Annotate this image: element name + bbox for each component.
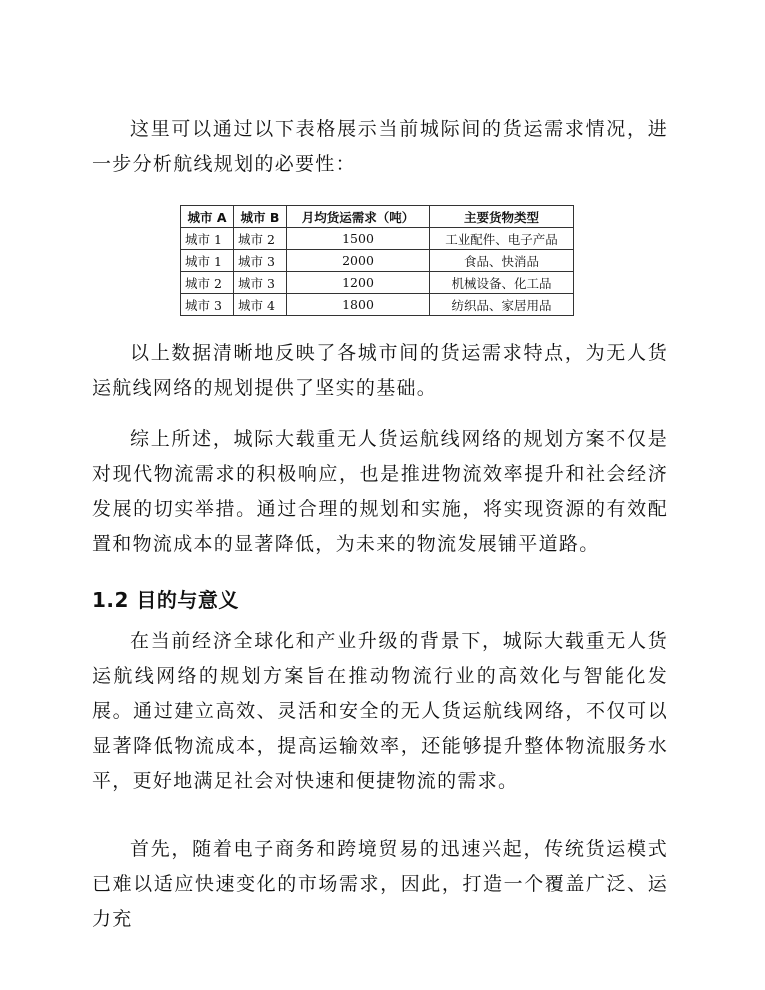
cell-monthly-demand: 1500: [287, 228, 430, 250]
cell-city-a: 城市 1: [181, 250, 234, 272]
cell-monthly-demand: 1800: [287, 294, 430, 316]
paragraph-purpose: 在当前经济全球化和产业升级的背景下，城际大载重无人货运航线网络的规划方案旨在推动物流行业的高效化与智能化发展。通过建立高效、灵活和安全的无人货运航线网络，不仅可以显著降低物流成本，提高运输效率，还能够提升整体物流服务水平，更好地满足社会对快速和便捷物流的需求。: [92, 630, 668, 792]
section-heading: 1.2 目的与意义: [92, 588, 239, 612]
paragraph-intro: 这里可以通过以下表格展示当前城际间的货运需求情况，进一步分析航线规划的必要性：: [92, 118, 668, 175]
table-row: [181, 272, 574, 294]
table-row: [181, 294, 574, 316]
paragraph-data-summary: 以上数据清晰地反映了各城市间的货运需求特点，为无人货运航线网络的规划提供了坚实的基础。: [92, 342, 668, 399]
paragraph-first-point: 首先，随着电子商务和跨境贸易的迅速兴起，传统货运模式已难以适应快速变化的市场需求，因此，打造一个覆盖广泛、运力充: [92, 838, 668, 930]
header-monthly-demand: 月均货运需求（吨）: [287, 206, 430, 228]
cell-city-b: 城市 4: [234, 294, 287, 316]
header-city-a: 城市 A: [181, 206, 234, 228]
cell-city-b: 城市 3: [234, 272, 287, 294]
cell-cargo-type: 纺织品、家居用品: [430, 294, 574, 316]
cell-city-a: 城市 2: [181, 272, 234, 294]
cell-cargo-type: 食品、快消品: [430, 250, 574, 272]
header-cargo-type: 主要货物类型: [430, 206, 574, 228]
cell-city-a: 城市 3: [181, 294, 234, 316]
paragraph-conclusion: 综上所述，城际大载重无人货运航线网络的规划方案不仅是对现代物流需求的积极响应，也是推进物流效率提升和社会经济发展的切实举措。通过合理的规划和实施，将实现资源的有效配置和物流成本的显著降低，为未来的物流发展铺平道路。: [92, 428, 668, 555]
table-row: [181, 250, 574, 272]
table-header-row: [181, 206, 574, 228]
cell-cargo-type: 机械设备、化工品: [430, 272, 574, 294]
cell-monthly-demand: 1200: [287, 272, 430, 294]
header-city-b: 城市 B: [234, 206, 287, 228]
cell-monthly-demand: 2000: [287, 250, 430, 272]
cell-cargo-type: 工业配件、电子产品: [430, 228, 574, 250]
cell-city-b: 城市 2: [234, 228, 287, 250]
cell-city-b: 城市 3: [234, 250, 287, 272]
freight-demand-table: [180, 205, 574, 316]
table-row: [181, 228, 574, 250]
cell-city-a: 城市 1: [181, 228, 234, 250]
